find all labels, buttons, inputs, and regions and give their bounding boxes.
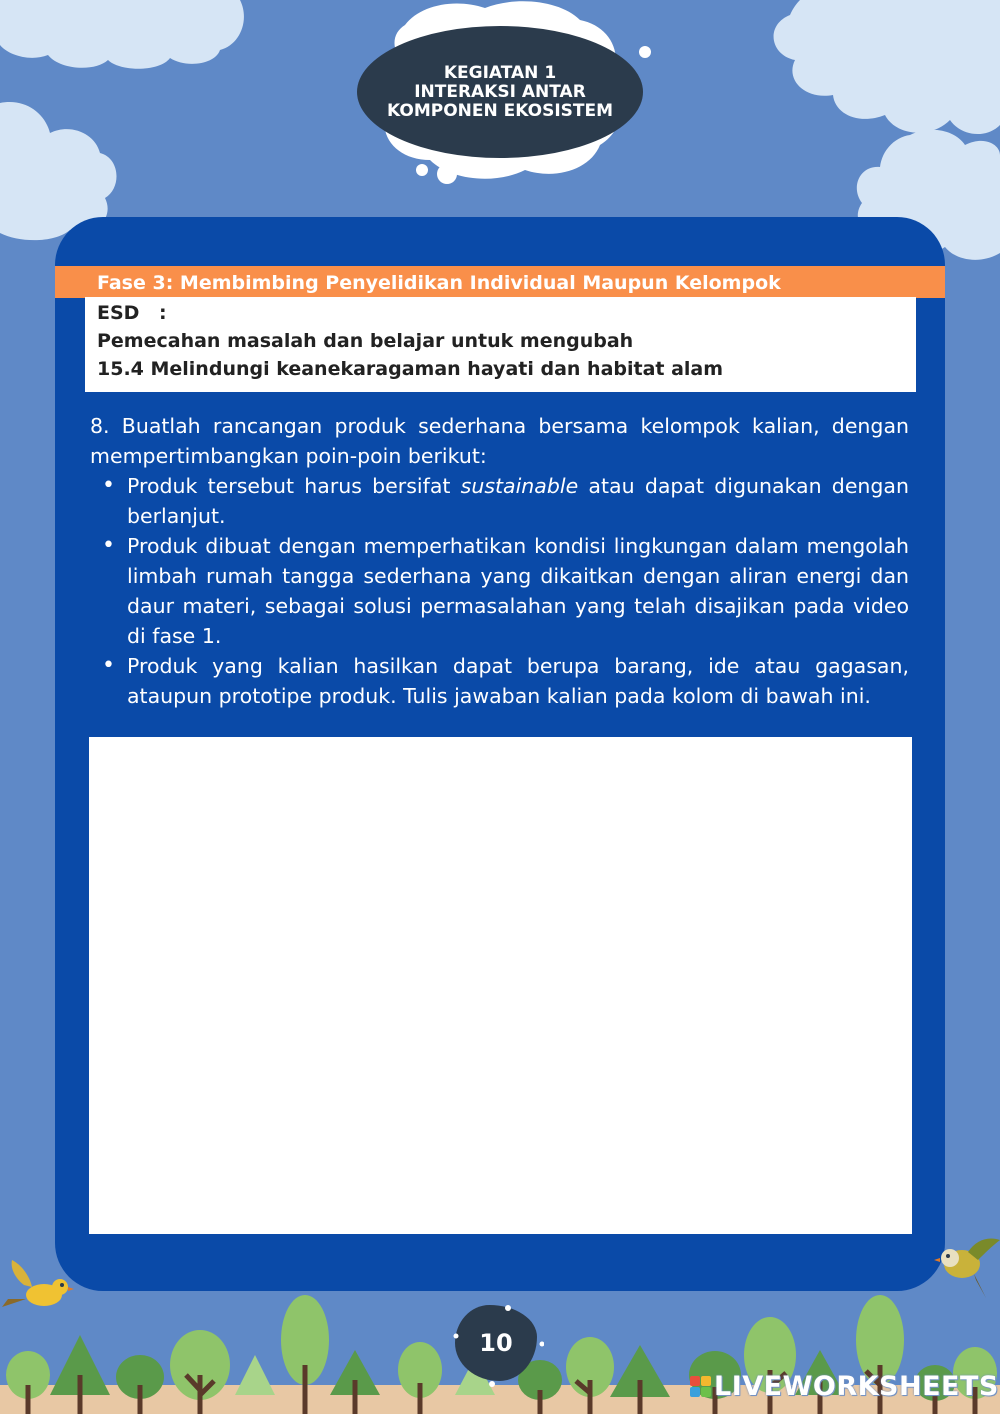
fase-heading: Fase 3: Membimbing Penyelidikan Individual Maupun Kelompok	[55, 266, 945, 298]
activity-title	[357, 26, 643, 158]
cloud-top-left	[0, 0, 250, 70]
page-number: 10	[479, 1329, 513, 1357]
esd-label: ESD	[97, 302, 140, 324]
esd-box	[85, 297, 916, 392]
question-8	[90, 411, 909, 711]
title-line-3: KOMPONEN EKOSISTEM	[386, 100, 614, 121]
liveworksheets-logo-icon	[690, 1376, 711, 1397]
bird-right-icon	[934, 1232, 1000, 1302]
bullet-3: • Produk yang kalian hasilkan dapat berupa barang, ide atau gagasan, ataupun prototipe produk. Tulis jawaban kalian pada kolom di bawah ini.	[127, 651, 909, 711]
answer-textarea[interactable]	[89, 737, 912, 1234]
liveworksheets-watermark	[690, 1371, 999, 1402]
bullet-1-text-b: atau dapat digunakan dengan berlanjut.	[127, 474, 909, 528]
bullet-1-text-a: Produk tersebut harus bersifat	[127, 474, 461, 498]
watermark-text: LIVEWORKSHEETS	[714, 1371, 999, 1402]
question-bullets	[127, 471, 909, 711]
title-line-2: INTERAKSI ANTAR	[414, 81, 586, 102]
bullet-2: • Produk dibuat dengan memperhatikan kondisi lingkungan dalam mengolah limbah rumah tangga sederhana yang dikaitkan dengan aliran energi dan daur materi, sebagai solusi permasalahan yang telah disajikan pada video di fase 1.	[127, 531, 909, 651]
bullet-1-italic: sustainable	[460, 474, 579, 498]
bullet-1	[127, 471, 909, 531]
badge-dots	[452, 1300, 544, 1388]
question-intro: 8. Buatlah rancangan produk sederhana bersama kelompok kalian, dengan mempertimbangkan poin-poin berikut:	[90, 414, 909, 468]
title-line-1: KEGIATAN 1	[443, 62, 557, 83]
esd-line-2: 15.4 Melindungi keanekaragaman hayati dan habitat alam	[97, 358, 724, 380]
esd-separator: :	[159, 302, 167, 324]
esd-line-1: Pemecahan masalah dan belajar untuk mengubah	[97, 330, 634, 352]
